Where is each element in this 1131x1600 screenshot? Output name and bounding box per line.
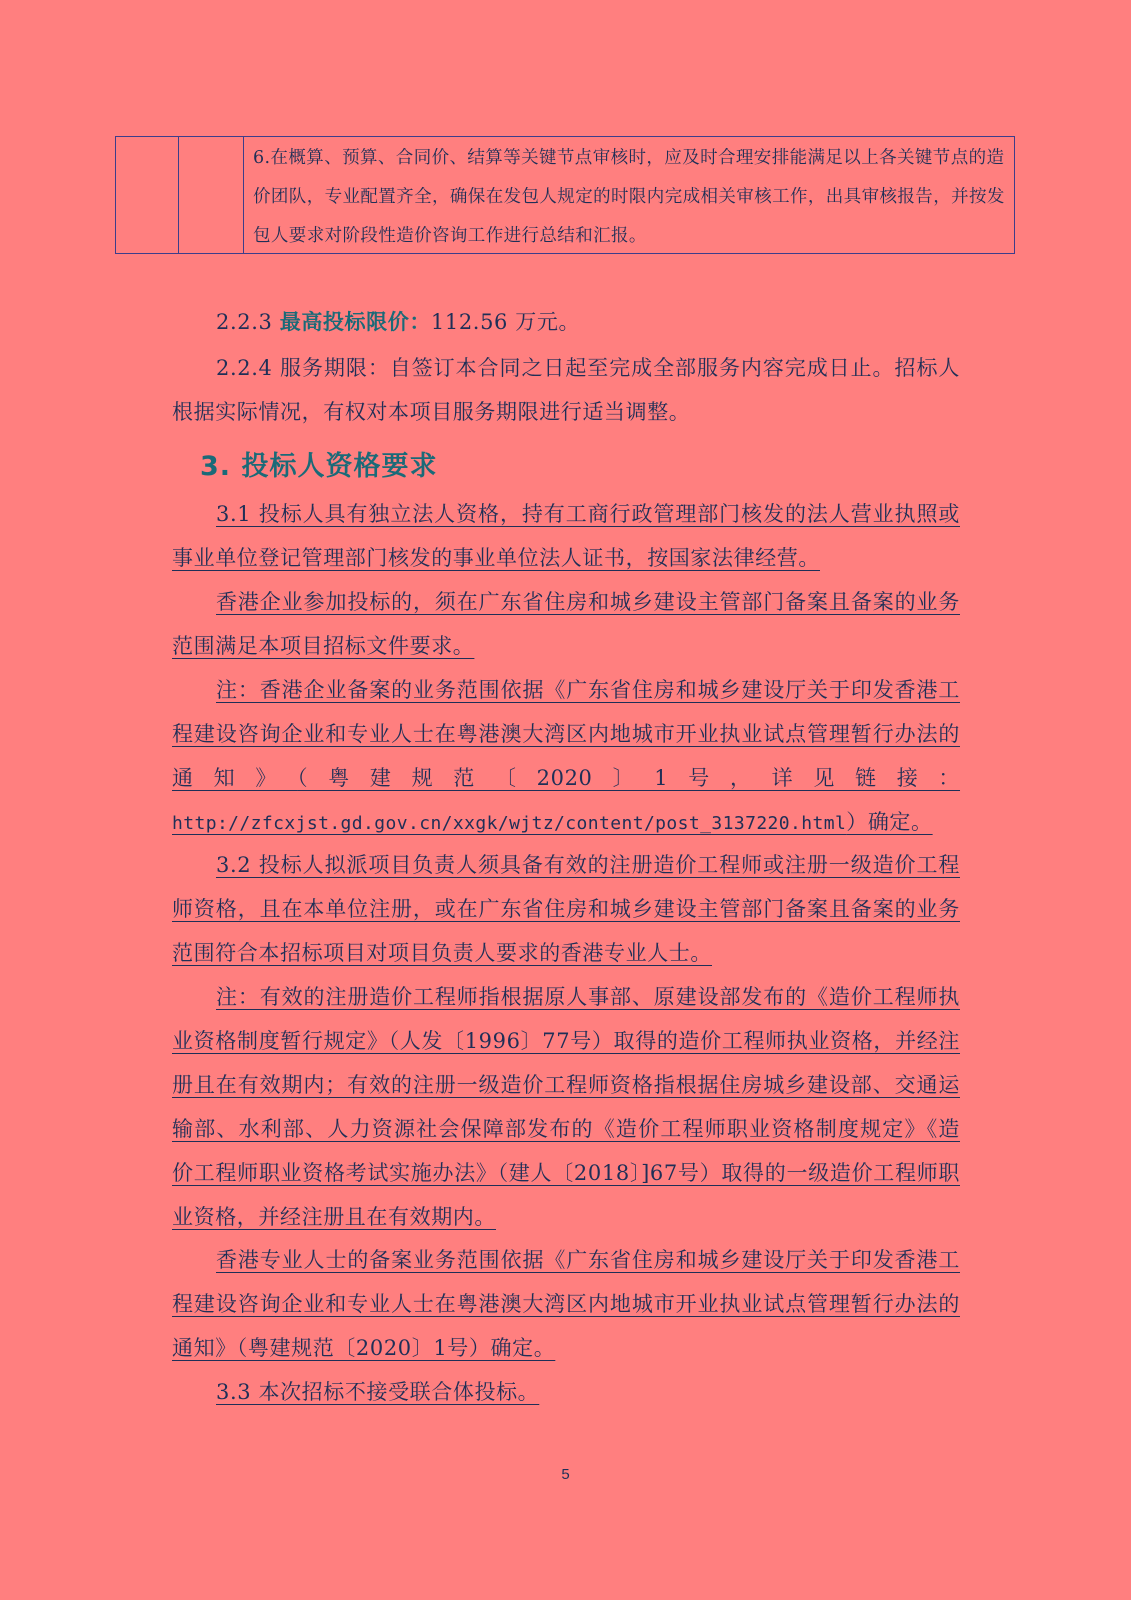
note-reference: （粤建规范〔2020〕1号，详见链接： [297,766,961,790]
max-bid-price-value: 112.56 万元。 [430,310,581,334]
note-main-text: 注：香港企业备案的业务范围依据《广东省住房和城乡建设厅关于印发香港工程建设咨询企业和专业人士在粤港澳大湾区内地城市开业执业试点管理暂行办法的通知》 [172,678,960,790]
section-number: 2.2.3 [216,310,280,334]
requirements-table-fragment [115,136,1015,254]
paragraph-hk-professional [172,1238,960,1370]
max-bid-price-label: 最高投标限价： [279,309,431,334]
section-heading-3: 3. 投标人资格要求 [200,451,438,482]
paragraph-3-3-text: 3.3 本次招标不接受联合体投标。 [216,1380,540,1404]
page-number: 5 [561,1466,570,1483]
paragraph-3-2 [172,843,960,975]
table-cell-category [179,137,244,253]
paragraph-hk-enterprise [172,580,960,668]
table-cell-index [116,137,179,253]
note-cost-engineer [172,975,960,1239]
note-end: ）确定。 [846,810,933,834]
paragraph-3-2-text: 3.2 投标人拟派项目负责人须具备有效的注册造价工程师或注册一级造价工程师资格，且在本单位注册，或在广东省住房和城乡建设主管部门备案且备案的业务范围符合本招标项目对项目负责人要求的香港专业人士。 [172,853,960,965]
paragraph-3-1-text: 3.1 投标人具有独立法人资格，持有工商行政管理部门核发的法人营业执照或事业单位登记管理部门核发的事业单位法人证书，按国家法律经营。 [172,502,960,570]
note-hk-enterprise [172,668,960,846]
paragraph-hk-enterprise-text: 香港企业参加投标的，须在广东省住房和城乡建设主管部门备案且备案的业务范围满足本项目招标文件要求。 [172,590,960,658]
table-cell-content: 6.在概算、预算、合同价、结算等关键节点审核时，应及时合理安排能满足以上各关键节点的造价团队，专业配置齐全，确保在发包人规定的时限内完成相关审核工作，出具审核报告，并按发包人要求对阶段性造价咨询工作进行总结和汇报。 [253,148,1005,246]
paragraph-3-1 [172,492,960,580]
note-link[interactable]: http://zfcxjst.gd.gov.cn/xxgk/wjtz/content/post_3137220.html [172,813,847,834]
paragraph-3-3 [172,1370,960,1414]
paragraph-hk-professional-text: 香港专业人士的备案业务范围依据《广东省住房和城乡建设厅关于印发香港工程建设咨询企业和专业人士在粤港澳大湾区内地城市开业执业试点管理暂行办法的通知》（粤建规范〔2020〕1号）确定。 [172,1248,960,1360]
note-cost-engineer-text: 注：有效的注册造价工程师指根据原人事部、原建设部发布的《造价工程师执业资格制度暂行规定》（人发〔1996〕77号）取得的造价工程师执业资格，并经注册且在有效期内；有效的注册一级造价工程师资格指根据住房城乡建设部、交通运输部、水利部、人力资源社会保障部发布的《造价工程师职业资格制度规定》《造价工程师职业资格考试实施办法》（建人〔2018〕]67号）取得的一级造价工程师职业资格，并经注册且在有效期内。 [172,985,960,1229]
section-2-2-3 [172,300,960,344]
section-2-2-4: 2.2.4 服务期限：自签订本合同之日起至完成全部服务内容完成日止。招标人根据实际情况，有权对本项目服务期限进行适当调整。 [172,356,960,424]
